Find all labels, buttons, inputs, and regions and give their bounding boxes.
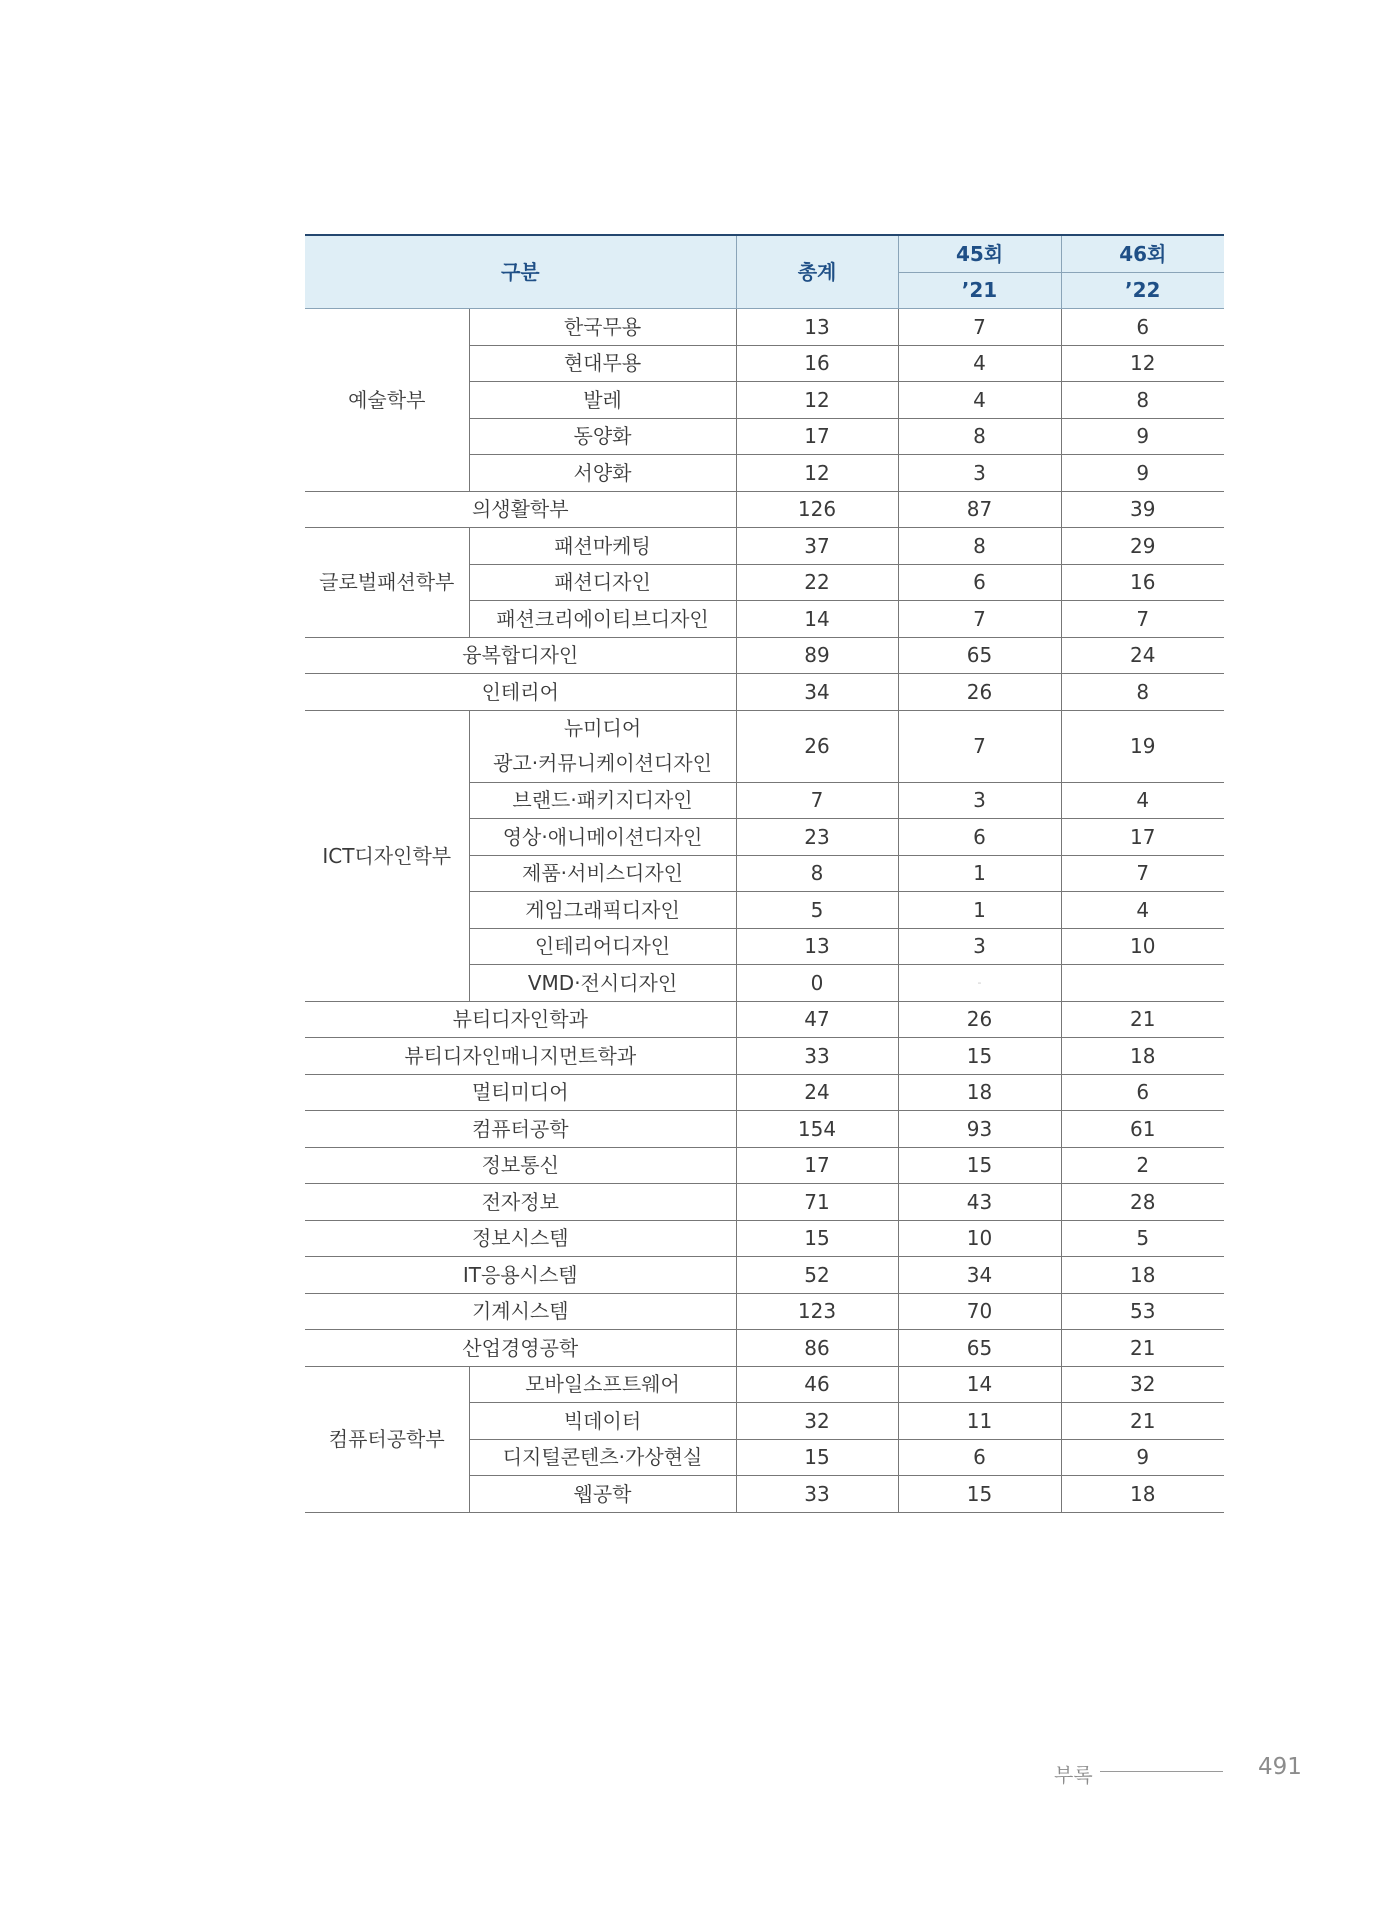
value-45-cell: 15 [898,1038,1061,1075]
sub-cell-line: 뉴미디어 [563,716,642,740]
sub-cell: 모바일소프트웨어 [469,1366,736,1403]
total-cell: 23 [736,819,898,856]
header-session-45: 45회 [898,235,1061,272]
total-cell: 24 [736,1074,898,1111]
total-cell: 15 [736,1220,898,1257]
table-row [305,1293,1224,1330]
table-row [305,637,1224,674]
group-cell: ICT디자인학부 [305,710,469,1001]
table-row [305,1111,1224,1148]
value-45-cell: 7 [898,309,1061,346]
total-cell: 52 [736,1257,898,1294]
total-cell: 22 [736,564,898,601]
value-45-cell: 8 [898,528,1061,565]
table-row [305,491,1224,528]
page-number: 491 [1258,1754,1302,1780]
value-46-cell: 6 [1061,309,1224,346]
header-year-22: ’22 [1061,272,1224,309]
value-46-cell: 6 [1061,1074,1224,1111]
value-45-cell: 87 [898,491,1061,528]
total-cell: 154 [736,1111,898,1148]
table-row [305,1257,1224,1294]
total-cell: 15 [736,1439,898,1476]
value-46-cell: 2 [1061,1147,1224,1184]
value-46-cell: 21 [1061,1403,1224,1440]
header-total: 총계 [736,235,898,309]
group-cell: 글로벌패션학부 [305,528,469,638]
total-cell: 16 [736,345,898,382]
value-46-cell: 4 [1061,782,1224,819]
value-46-cell: 12 [1061,345,1224,382]
total-cell: 34 [736,674,898,711]
sub-cell: 웹공학 [469,1476,736,1513]
total-cell: 12 [736,382,898,419]
value-46-cell: 61 [1061,1111,1224,1148]
value-45-cell: 1 [898,892,1061,929]
value-46-cell: 28 [1061,1184,1224,1221]
value-45-cell: 15 [898,1147,1061,1184]
value-45-cell: 6 [898,819,1061,856]
total-cell: 33 [736,1476,898,1513]
table-row [305,1184,1224,1221]
total-cell: 0 [736,965,898,1002]
sub-cell [469,710,736,782]
value-45-cell: 3 [898,928,1061,965]
value-45-cell: 65 [898,1330,1061,1367]
total-cell: 17 [736,1147,898,1184]
total-cell: 71 [736,1184,898,1221]
sub-cell: 빅데이터 [469,1403,736,1440]
header-year-21: ’21 [898,272,1061,309]
value-45-cell: 70 [898,1293,1061,1330]
table-row [305,1001,1224,1038]
table-row [305,1366,1224,1403]
value-45-cell: 3 [898,782,1061,819]
total-cell: 126 [736,491,898,528]
value-46-cell [1061,965,1224,1002]
value-45-cell: 6 [898,564,1061,601]
value-45-cell: 10 [898,1220,1061,1257]
total-cell: 123 [736,1293,898,1330]
total-cell: 89 [736,637,898,674]
name-cell: 정보통신 [305,1147,736,1184]
name-cell: 정보시스템 [305,1220,736,1257]
value-45-cell: 4 [898,382,1061,419]
value-45-cell: 11 [898,1403,1061,1440]
sub-cell: 패션디자인 [469,564,736,601]
table-row [305,1330,1224,1367]
table-row [305,1038,1224,1075]
value-45-cell: 26 [898,674,1061,711]
sub-cell: 영상·애니메이션디자인 [469,819,736,856]
value-46-cell: 21 [1061,1001,1224,1038]
value-46-cell: 18 [1061,1257,1224,1294]
value-46-cell: 17 [1061,819,1224,856]
total-cell: 14 [736,601,898,638]
value-45-cell: 93 [898,1111,1061,1148]
value-46-cell: 19 [1061,710,1224,782]
total-cell: 17 [736,418,898,455]
total-cell: 7 [736,782,898,819]
value-46-cell: 16 [1061,564,1224,601]
value-45-cell: 6 [898,1439,1061,1476]
value-46-cell: 39 [1061,491,1224,528]
sub-cell: 브랜드·패키지디자인 [469,782,736,819]
value-46-cell: 7 [1061,855,1224,892]
sub-cell: 게임그래픽디자인 [469,892,736,929]
name-cell: 뷰티디자인학과 [305,1001,736,1038]
value-46-cell: 9 [1061,1439,1224,1476]
total-cell: 26 [736,710,898,782]
value-46-cell: 10 [1061,928,1224,965]
name-cell: 전자정보 [305,1184,736,1221]
value-46-cell: 9 [1061,418,1224,455]
sub-cell: 현대무용 [469,345,736,382]
total-cell: 32 [736,1403,898,1440]
header-category: 구분 [305,235,736,309]
total-cell: 13 [736,928,898,965]
table-body [305,309,1224,1513]
value-45-cell: 18 [898,1074,1061,1111]
value-46-cell: 18 [1061,1476,1224,1513]
name-cell: 인테리어 [305,674,736,711]
sub-cell: 디지털콘텐츠·가상현실 [469,1439,736,1476]
value-46-cell: 24 [1061,637,1224,674]
value-45-cell: 7 [898,601,1061,638]
value-45-cell: 34 [898,1257,1061,1294]
value-45-cell: 14 [898,1366,1061,1403]
table-row [305,1074,1224,1111]
value-45-cell: 7 [898,710,1061,782]
value-46-cell: 18 [1061,1038,1224,1075]
footer-divider [1100,1771,1223,1772]
value-46-cell: 9 [1061,455,1224,492]
sub-cell: 동양화 [469,418,736,455]
value-45-cell: 8 [898,418,1061,455]
name-cell: 컴퓨터공학 [305,1111,736,1148]
total-cell: 8 [736,855,898,892]
value-45-cell: 1 [898,855,1061,892]
sub-cell: 서양화 [469,455,736,492]
total-cell: 5 [736,892,898,929]
value-46-cell: 4 [1061,892,1224,929]
name-cell: 산업경영공학 [305,1330,736,1367]
sub-cell: 제품·서비스디자인 [469,855,736,892]
total-cell: 13 [736,309,898,346]
sub-cell: VMD·전시디자인 [469,965,736,1002]
table-row [305,528,1224,565]
group-cell: 컴퓨터공학부 [305,1366,469,1512]
sub-cell: 한국무용 [469,309,736,346]
total-cell: 86 [736,1330,898,1367]
value-46-cell: 32 [1061,1366,1224,1403]
group-cell: 예술학부 [305,309,469,492]
table-row [305,1147,1224,1184]
value-46-cell: 8 [1061,382,1224,419]
header-session-46: 46회 [1061,235,1224,272]
sub-cell-line: 광고·커뮤니케이션디자인 [493,751,712,775]
value-46-cell: 21 [1061,1330,1224,1367]
value-45-cell: 26 [898,1001,1061,1038]
value-45-cell: 65 [898,637,1061,674]
name-cell: IT응용시스템 [305,1257,736,1294]
table-row [305,710,1224,782]
total-cell: 33 [736,1038,898,1075]
name-cell: 융복합디자인 [305,637,736,674]
name-cell: 뷰티디자인매니지먼트학과 [305,1038,736,1075]
total-cell: 12 [736,455,898,492]
value-46-cell: 53 [1061,1293,1224,1330]
table-row [305,674,1224,711]
value-45-cell: 3 [898,455,1061,492]
table-row [305,309,1224,346]
value-45-cell: - [898,965,1061,1002]
name-cell: 기계시스템 [305,1293,736,1330]
value-45-cell: 4 [898,345,1061,382]
name-cell: 의생활학부 [305,491,736,528]
value-46-cell: 5 [1061,1220,1224,1257]
statistics-table [305,234,1224,1513]
value-46-cell: 8 [1061,674,1224,711]
name-cell: 멀티미디어 [305,1074,736,1111]
sub-cell: 인테리어디자인 [469,928,736,965]
total-cell: 37 [736,528,898,565]
table-header [305,235,1224,309]
sub-cell: 패션마케팅 [469,528,736,565]
value-46-cell: 7 [1061,601,1224,638]
value-45-cell: 15 [898,1476,1061,1513]
value-46-cell: 29 [1061,528,1224,565]
total-cell: 46 [736,1366,898,1403]
footer-section-label: 부록 [1054,1763,1093,1787]
sub-cell: 패션크리에이티브디자인 [469,601,736,638]
total-cell: 47 [736,1001,898,1038]
sub-cell: 발레 [469,382,736,419]
table-row [305,1220,1224,1257]
value-45-cell: 43 [898,1184,1061,1221]
